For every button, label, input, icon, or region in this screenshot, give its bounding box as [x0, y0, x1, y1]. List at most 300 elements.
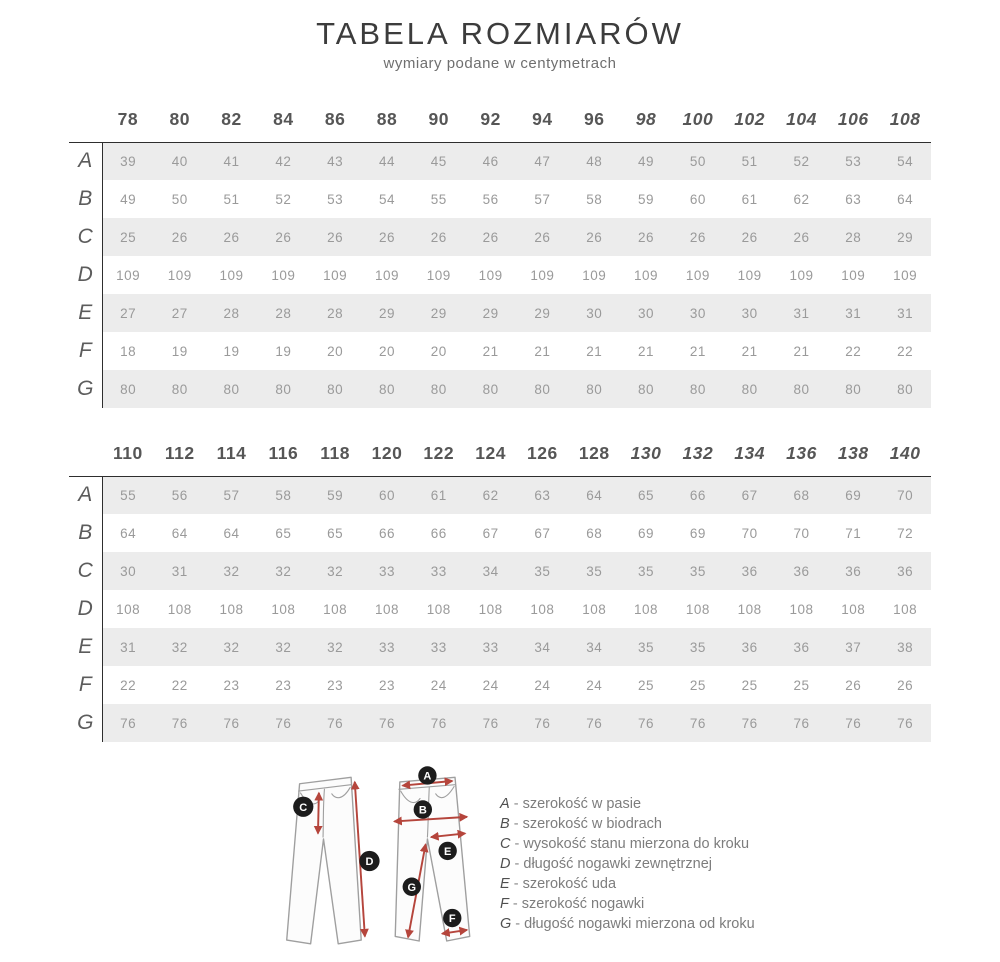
value-cell: 24	[482, 677, 499, 693]
value-cell: 108	[634, 601, 659, 617]
value-cell: 64	[223, 525, 240, 541]
value-cell: 59	[638, 191, 655, 207]
value-cell: 37	[827, 628, 879, 666]
row-label: B	[69, 514, 102, 552]
value-cell: 80	[672, 370, 724, 408]
value-cell: 41	[206, 142, 258, 180]
value-cell: 69	[689, 525, 706, 541]
value-cell: 47	[517, 142, 569, 180]
table-row	[69, 628, 931, 666]
value-cell: 34	[517, 628, 569, 666]
value-cell: 22	[120, 677, 137, 693]
value-cell: 76	[361, 704, 413, 742]
value-cell: 30	[672, 294, 724, 332]
value-cell: 31	[102, 628, 154, 666]
value-cell: 70	[879, 476, 931, 514]
size-header-cell: 116	[268, 443, 299, 464]
legend-letter: D	[500, 856, 511, 872]
value-cell: 32	[309, 628, 361, 666]
value-cell: 76	[724, 704, 776, 742]
value-cell: 80	[724, 370, 776, 408]
value-cell: 64	[120, 525, 137, 541]
value-cell: 36	[724, 552, 776, 590]
diagram-marker-e: E	[443, 846, 452, 859]
value-cell: 108	[323, 601, 348, 617]
value-cell: 26	[361, 218, 413, 256]
value-cell: 62	[793, 191, 810, 207]
value-cell: 46	[465, 142, 517, 180]
value-cell: 20	[430, 343, 447, 359]
value-cell: 39	[102, 142, 154, 180]
value-cell: 70	[741, 525, 758, 541]
value-cell: 35	[517, 552, 569, 590]
value-cell: 22	[845, 343, 862, 359]
value-cell: 109	[893, 267, 918, 283]
value-cell: 63	[517, 476, 569, 514]
value-cell: 108	[685, 601, 710, 617]
value-cell: 54	[378, 191, 395, 207]
value-cell: 35	[620, 552, 672, 590]
value-cell: 21	[638, 343, 655, 359]
table-row	[69, 590, 931, 628]
row-label: C	[69, 218, 102, 256]
value-cell: 33	[361, 628, 413, 666]
pants-right-figure	[394, 766, 469, 941]
value-cell: 32	[257, 628, 309, 666]
legend-text: wysokość stanu mierzona do kroku	[523, 836, 750, 852]
value-cell: 60	[361, 476, 413, 514]
value-cell: 33	[361, 552, 413, 590]
value-cell: 76	[206, 704, 258, 742]
table-row	[69, 142, 931, 180]
value-cell: 26	[672, 218, 724, 256]
value-cell: 24	[430, 677, 447, 693]
value-cell: 34	[568, 628, 620, 666]
value-cell: 42	[257, 142, 309, 180]
value-cell: 72	[897, 525, 914, 541]
row-label: B	[69, 180, 102, 218]
size-header-cell: 98	[635, 109, 657, 130]
legend-separator: -	[510, 836, 524, 852]
value-cell: 108	[582, 601, 607, 617]
value-cell: 21	[741, 343, 758, 359]
value-cell: 109	[374, 267, 399, 283]
value-cell: 55	[102, 476, 154, 514]
value-cell: 109	[271, 267, 296, 283]
size-header-cell: 84	[273, 109, 294, 130]
value-cell: 108	[167, 601, 192, 617]
value-cell: 44	[361, 142, 413, 180]
size-header-cell: 86	[324, 109, 346, 130]
table-row	[69, 514, 931, 552]
value-cell: 65	[620, 476, 672, 514]
legend-separator: -	[509, 796, 523, 812]
value-cell: 32	[154, 628, 206, 666]
pants-left-figure	[287, 777, 380, 943]
row-label: G	[69, 370, 102, 408]
value-cell: 29	[361, 294, 413, 332]
legend-separator: -	[509, 816, 523, 832]
value-cell: 108	[478, 601, 503, 617]
value-cell: 36	[776, 552, 828, 590]
value-cell: 109	[685, 267, 710, 283]
row-label: D	[69, 590, 102, 628]
value-cell: 28	[206, 294, 258, 332]
value-cell: 76	[465, 704, 517, 742]
table-row	[69, 370, 931, 408]
value-cell: 35	[620, 628, 672, 666]
value-cell: 26	[413, 218, 465, 256]
legend-letter: B	[500, 816, 510, 832]
size-header-cell: 92	[480, 109, 501, 130]
size-header-cell: 132	[682, 443, 714, 464]
pants-measurement-illustration	[272, 766, 478, 956]
size-header-cell: 124	[475, 443, 506, 464]
legend-text: szerokość w biodrach	[522, 816, 662, 832]
size-header-cell: 126	[527, 443, 558, 464]
value-cell: 63	[845, 191, 862, 207]
value-cell: 31	[879, 294, 931, 332]
value-cell: 108	[841, 601, 866, 617]
value-cell: 70	[793, 525, 810, 541]
diagram-marker-b: B	[418, 804, 427, 817]
value-cell: 80	[827, 370, 879, 408]
value-cell: 25	[741, 677, 758, 693]
size-header-cell: 78	[117, 109, 139, 130]
size-header-cell: 114	[216, 443, 247, 464]
value-cell: 33	[413, 628, 465, 666]
size-chart-page	[0, 16, 1000, 962]
legend-text: długość nogawki mierzona od kroku	[524, 916, 755, 932]
value-cell: 80	[102, 370, 154, 408]
value-cell: 57	[534, 191, 551, 207]
value-cell: 76	[154, 704, 206, 742]
value-cell: 32	[257, 552, 309, 590]
value-cell: 26	[776, 218, 828, 256]
size-header-cell: 100	[682, 109, 714, 130]
value-cell: 29	[413, 294, 465, 332]
value-cell: 57	[206, 476, 258, 514]
legend-text: szerokość w pasie	[522, 796, 642, 812]
value-cell: 33	[413, 552, 465, 590]
value-cell: 64	[897, 191, 914, 207]
value-cell: 109	[116, 267, 141, 283]
value-cell: 62	[465, 476, 517, 514]
value-cell: 108	[530, 601, 555, 617]
row-label: A	[69, 142, 102, 180]
legend-item	[500, 894, 755, 914]
value-cell: 109	[167, 267, 192, 283]
value-cell: 68	[776, 476, 828, 514]
value-cell: 66	[378, 525, 395, 541]
value-cell: 26	[154, 218, 206, 256]
value-cell: 80	[776, 370, 828, 408]
value-cell: 67	[534, 525, 551, 541]
table-row	[69, 666, 931, 704]
value-cell: 65	[275, 525, 292, 541]
legend-item	[500, 814, 755, 834]
legend-letter: A	[500, 796, 510, 812]
value-cell: 66	[672, 476, 724, 514]
value-cell: 27	[102, 294, 154, 332]
value-cell: 26	[465, 218, 517, 256]
value-cell: 35	[672, 552, 724, 590]
value-cell: 108	[374, 601, 399, 617]
value-cell: 43	[309, 142, 361, 180]
value-cell: 76	[672, 704, 724, 742]
value-cell: 26	[568, 218, 620, 256]
value-cell: 45	[413, 142, 465, 180]
value-cell: 40	[154, 142, 206, 180]
legend-letter: C	[500, 836, 511, 852]
value-cell: 80	[517, 370, 569, 408]
value-cell: 66	[430, 525, 447, 541]
value-cell: 65	[327, 525, 344, 541]
table-row	[69, 256, 931, 294]
table-row	[69, 180, 931, 218]
legend-item	[500, 874, 755, 894]
value-cell: 26	[845, 677, 862, 693]
row-label: A	[69, 476, 102, 514]
size-header-cell: 128	[578, 443, 610, 464]
value-cell: 23	[275, 677, 292, 693]
table-row	[69, 476, 931, 514]
value-cell: 28	[827, 218, 879, 256]
diagram-marker-g: G	[407, 881, 417, 894]
value-cell: 22	[171, 677, 188, 693]
value-cell: 58	[257, 476, 309, 514]
value-cell: 76	[102, 704, 154, 742]
value-cell: 25	[689, 677, 706, 693]
table-row	[69, 552, 931, 590]
diagram-marker-d: D	[365, 856, 374, 869]
value-cell: 109	[841, 267, 866, 283]
row-label: E	[69, 628, 102, 666]
pants-diagram	[272, 766, 478, 961]
value-cell: 109	[582, 267, 607, 283]
table-row	[69, 332, 931, 370]
value-cell: 64	[171, 525, 188, 541]
size-header-cell: 138	[837, 443, 869, 464]
row-label: C	[69, 552, 102, 590]
value-cell: 50	[672, 142, 724, 180]
value-cell: 29	[517, 294, 569, 332]
value-cell: 108	[893, 601, 918, 617]
value-cell: 38	[879, 628, 931, 666]
size-header-cell: 80	[169, 109, 190, 130]
value-cell: 53	[827, 142, 879, 180]
value-cell: 80	[361, 370, 413, 408]
value-cell: 23	[327, 677, 344, 693]
legend-item	[500, 794, 755, 814]
size-header-cell: 130	[630, 443, 662, 464]
row-label: F	[69, 332, 102, 370]
value-cell: 109	[323, 267, 348, 283]
legend-item	[500, 914, 755, 934]
value-cell: 76	[879, 704, 931, 742]
value-cell: 61	[413, 476, 465, 514]
value-cell: 108	[789, 601, 814, 617]
size-header-cell: 136	[786, 443, 817, 464]
value-cell: 76	[257, 704, 309, 742]
value-cell: 68	[586, 525, 603, 541]
value-cell: 35	[568, 552, 620, 590]
size-header-cell: 122	[423, 443, 455, 464]
table-row	[69, 294, 931, 332]
value-cell: 67	[482, 525, 499, 541]
value-cell: 30	[102, 552, 154, 590]
value-cell: 18	[120, 343, 137, 359]
value-cell: 28	[257, 294, 309, 332]
value-cell: 36	[776, 628, 828, 666]
value-cell: 51	[724, 142, 776, 180]
value-cell: 109	[530, 267, 555, 283]
value-cell: 108	[116, 601, 141, 617]
value-cell: 80	[206, 370, 258, 408]
row-label: G	[69, 704, 102, 742]
size-header-cell: 90	[428, 109, 450, 130]
value-cell: 58	[586, 191, 603, 207]
value-cell: 80	[568, 370, 620, 408]
value-cell: 80	[309, 370, 361, 408]
value-cell: 53	[327, 191, 344, 207]
legend-separator: -	[511, 916, 525, 932]
value-cell: 19	[275, 343, 292, 359]
size-table-2	[69, 432, 931, 742]
legend-separator: -	[510, 856, 524, 872]
value-cell: 19	[223, 343, 240, 359]
value-cell: 36	[827, 552, 879, 590]
legend-text: długość nogawki zewnętrznej	[523, 856, 712, 872]
value-cell: 19	[171, 343, 188, 359]
value-cell: 21	[482, 343, 499, 359]
value-cell: 54	[879, 142, 931, 180]
value-cell: 76	[776, 704, 828, 742]
value-cell: 31	[776, 294, 828, 332]
value-cell: 109	[737, 267, 762, 283]
value-cell: 76	[413, 704, 465, 742]
value-cell: 76	[568, 704, 620, 742]
value-cell: 24	[534, 677, 551, 693]
value-cell: 80	[465, 370, 517, 408]
measurement-guide	[0, 766, 1000, 961]
value-cell: 52	[275, 191, 292, 207]
size-header-cell: 102	[734, 109, 765, 130]
value-cell: 30	[568, 294, 620, 332]
size-header-cell: 88	[376, 109, 398, 130]
corner-cell	[69, 432, 102, 476]
value-cell: 69	[638, 525, 655, 541]
value-cell: 109	[426, 267, 451, 283]
value-cell: 51	[223, 191, 240, 207]
value-cell: 30	[620, 294, 672, 332]
size-tables	[69, 98, 931, 742]
value-cell: 20	[378, 343, 395, 359]
value-cell: 20	[327, 343, 344, 359]
value-cell: 80	[879, 370, 931, 408]
value-cell: 59	[309, 476, 361, 514]
value-cell: 50	[171, 191, 188, 207]
table-row	[69, 704, 931, 742]
value-cell: 56	[154, 476, 206, 514]
value-cell: 108	[271, 601, 296, 617]
value-cell: 108	[426, 601, 451, 617]
row-label: F	[69, 666, 102, 704]
value-cell: 71	[845, 525, 862, 541]
size-header-cell: 108	[889, 109, 921, 130]
value-cell: 80	[154, 370, 206, 408]
value-cell: 26	[309, 218, 361, 256]
value-cell: 31	[154, 552, 206, 590]
value-cell: 30	[724, 294, 776, 332]
value-cell: 56	[482, 191, 499, 207]
value-cell: 36	[724, 628, 776, 666]
value-cell: 108	[219, 601, 244, 617]
value-cell: 109	[789, 267, 814, 283]
value-cell: 26	[897, 677, 914, 693]
diagram-marker-f: F	[448, 913, 456, 926]
value-cell: 49	[120, 191, 137, 207]
measurement-legend	[500, 794, 755, 934]
value-cell: 32	[206, 552, 258, 590]
legend-separator: -	[509, 876, 523, 892]
legend-item	[500, 854, 755, 874]
value-cell: 21	[586, 343, 603, 359]
value-cell: 61	[741, 191, 758, 207]
size-header-cell: 96	[583, 109, 605, 130]
legend-separator: -	[508, 896, 522, 912]
value-cell: 48	[568, 142, 620, 180]
page-subtitle: wymiary podane w centymetrach	[383, 55, 617, 72]
value-cell: 52	[776, 142, 828, 180]
size-header-cell: 140	[889, 443, 921, 464]
value-cell: 76	[620, 704, 672, 742]
value-cell: 23	[378, 677, 395, 693]
value-cell: 36	[879, 552, 931, 590]
legend-text: szerokość uda	[522, 876, 617, 892]
value-cell: 29	[879, 218, 931, 256]
value-cell: 108	[737, 601, 762, 617]
value-cell: 24	[586, 677, 603, 693]
size-header-cell: 106	[837, 109, 869, 130]
value-cell: 49	[620, 142, 672, 180]
table-row	[69, 218, 931, 256]
value-cell: 109	[219, 267, 244, 283]
value-cell: 35	[672, 628, 724, 666]
value-cell: 109	[478, 267, 503, 283]
size-header-cell: 134	[734, 443, 765, 464]
value-cell: 25	[793, 677, 810, 693]
value-cell: 80	[257, 370, 309, 408]
value-cell: 80	[620, 370, 672, 408]
size-header-row	[69, 98, 931, 142]
legend-letter: E	[500, 876, 510, 892]
legend-letter: G	[500, 916, 512, 932]
value-cell: 26	[257, 218, 309, 256]
value-cell: 64	[568, 476, 620, 514]
value-cell: 76	[309, 704, 361, 742]
value-cell: 33	[465, 628, 517, 666]
size-header-cell: 82	[221, 109, 242, 130]
size-header-row	[69, 432, 931, 476]
diagram-marker-a: A	[423, 770, 432, 783]
diagram-marker-c: C	[299, 801, 308, 814]
page-title: TABELA ROZMIARÓW	[316, 16, 684, 51]
value-cell: 60	[689, 191, 706, 207]
value-cell: 27	[154, 294, 206, 332]
value-cell: 67	[724, 476, 776, 514]
value-cell: 26	[206, 218, 258, 256]
